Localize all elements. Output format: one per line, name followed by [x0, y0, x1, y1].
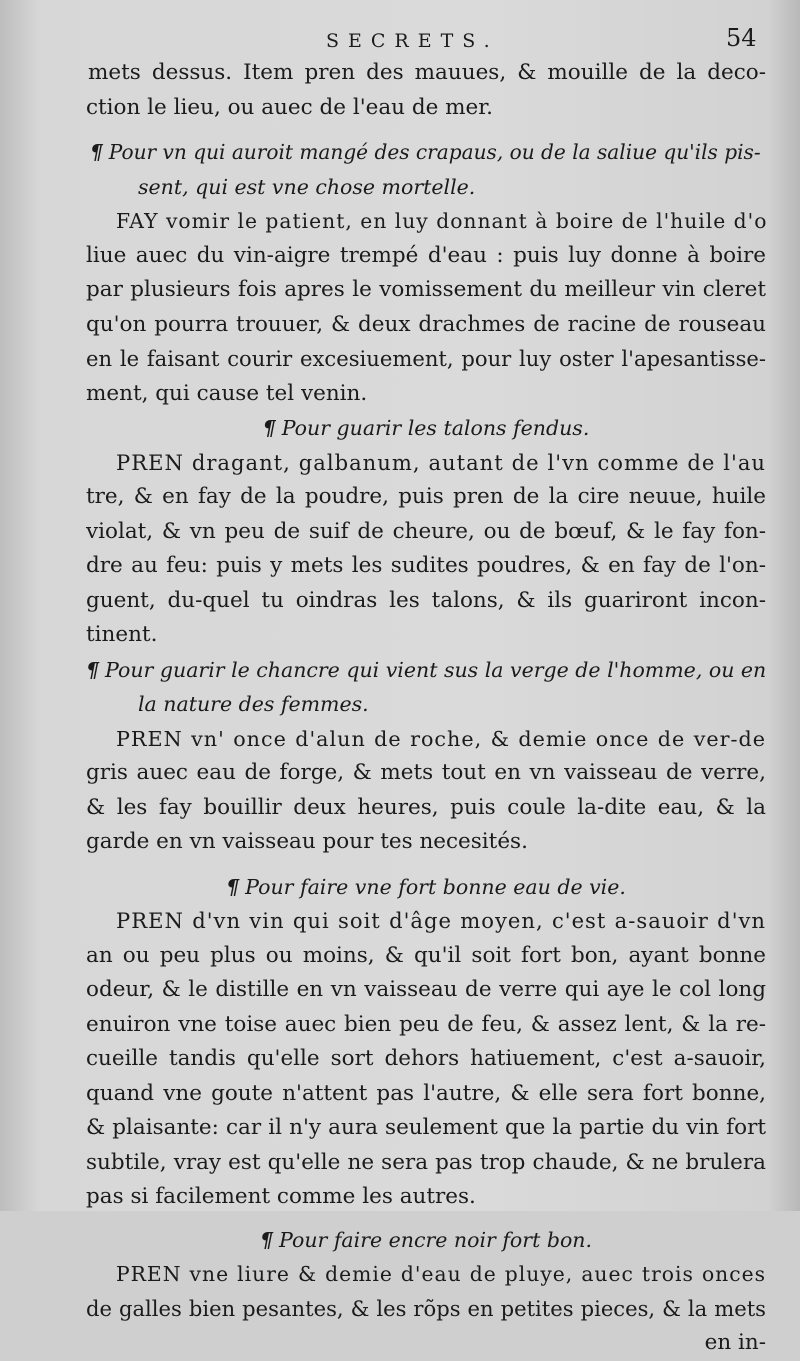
text-line: an ou peu plus ou moins, & qu'il soit fort bon, ayant bonne: [86, 942, 766, 968]
text-line: PREN vn' once d'alun de roche, & demie once de ver-de: [116, 726, 766, 751]
text-line: qu'on pourra trouuer, & deux drachmes de racine de rouseau: [86, 311, 766, 337]
text-line: & les fay bouillir deux heures, puis coule la-dite eau, & la: [86, 794, 766, 820]
text-block: [86, 446, 766, 653]
text-block: [86, 722, 766, 860]
recipe-heading: [86, 135, 766, 204]
pilcrow-icon: ¶: [226, 874, 240, 899]
text-line: de galles bien pesantes, & les rõps en petites pieces, & la mets: [86, 1295, 766, 1321]
recipe-heading: [86, 1223, 766, 1258]
text-line: guent, du-quel tu oindras les talons, & ils guariront incon-: [86, 587, 766, 613]
text-line: pas si facilement comme les autres.: [86, 1184, 476, 1209]
heading-line: Pour guarir le chancre qui vient sus la verge de l'homme, ou en: [105, 657, 767, 682]
text-line: gris auec eau de forge, & mets tout en vn vaisseau de verre,: [86, 760, 766, 785]
text-block: [86, 204, 766, 411]
recipe-heading: [86, 411, 766, 446]
page-body: [86, 56, 766, 1361]
text-line: dre au feu: puis y mets les sudites poudres, & en fay de l'on-: [86, 553, 766, 578]
text-block: [86, 56, 766, 125]
heading-line: Pour faire encre noir fort bon.: [279, 1227, 593, 1252]
running-title: SECRETS.: [326, 30, 499, 52]
text-line: FAY vomir le patient, en luy donnant à boire de l'huile d'o: [116, 209, 768, 233]
running-head: [0, 24, 800, 54]
pilcrow-icon: ¶: [90, 140, 103, 164]
page-number: 54: [726, 24, 757, 52]
pilcrow-icon: ¶: [259, 1227, 274, 1252]
text-line: quand vne goute n'attent pas l'autre, & elle sera fort bonne,: [86, 1080, 766, 1106]
heading-line: Pour vn qui auroit mangé des crapaus, ou de la saliue qu'ils pis-: [108, 140, 761, 164]
pilcrow-icon: ¶: [86, 657, 100, 682]
text-line: mets dessus. Item pren des mauues, & mouille de la deco-: [88, 60, 766, 85]
text-line: odeur, & le distille en vn vaisseau de verre qui aye le col long: [86, 977, 766, 1002]
text-line: PREN dragant, galbanum, autant de l'vn comme de l'au: [116, 449, 766, 475]
text-line: violat, & vn peu de suif de cheure, ou de bœuf, & le fay fon-: [86, 518, 766, 544]
catchword: en in-: [704, 1330, 766, 1355]
text-block: [86, 904, 766, 1215]
recipe-heading: [86, 870, 766, 905]
text-line: liue auec du vin-aigre trempé d'eau : puis luy donne à boire: [86, 242, 766, 268]
heading-line: sent, qui est vne chose mortelle.: [138, 174, 476, 199]
text-line: par plusieurs fois apres le vomissement du meilleur vin cleret: [86, 277, 766, 302]
heading-line: Pour guarir les talons fendus.: [281, 416, 590, 440]
text-line: cueille tandis qu'elle sort dehors hatiuement, c'est a-sauoir,: [86, 1046, 766, 1071]
text-block: [86, 1257, 766, 1361]
text-line: & plaisante: car il n'y aura seulement que la partie du vin fort: [86, 1115, 766, 1140]
text-line: ction le lieu, ou auec de l'eau de mer.: [86, 94, 494, 120]
text-line: ment, qui cause tel venin.: [86, 380, 368, 406]
text-line: enuiron vne toise auec bien peu de feu, & assez lent, & la re-: [86, 1011, 766, 1037]
text-line: PREN vne liure & demie d'eau de pluye, auec trois onces: [116, 1262, 766, 1286]
heading-line: Pour faire vne fort bonne eau de vie.: [245, 874, 626, 899]
text-line: subtile, vray est qu'elle ne sera pas trop chaude, & ne brulera: [86, 1149, 766, 1175]
text-line: PREN d'vn vin qui soit d'âge moyen, c'est a-sauoir d'vn: [116, 908, 766, 933]
pilcrow-icon: ¶: [262, 416, 276, 440]
heading-line: la nature des femmes.: [138, 692, 369, 716]
text-line: en le faisant courir excesiuement, pour luy oster l'apesantisse-: [86, 346, 766, 371]
text-line: tre, & en fay de la poudre, puis pren de la cire neuue, huile: [86, 484, 766, 509]
recipe-heading: [86, 653, 766, 722]
text-line: garde en vn vaisseau pour tes necesités.: [86, 829, 528, 854]
text-line: tinent.: [86, 622, 158, 647]
